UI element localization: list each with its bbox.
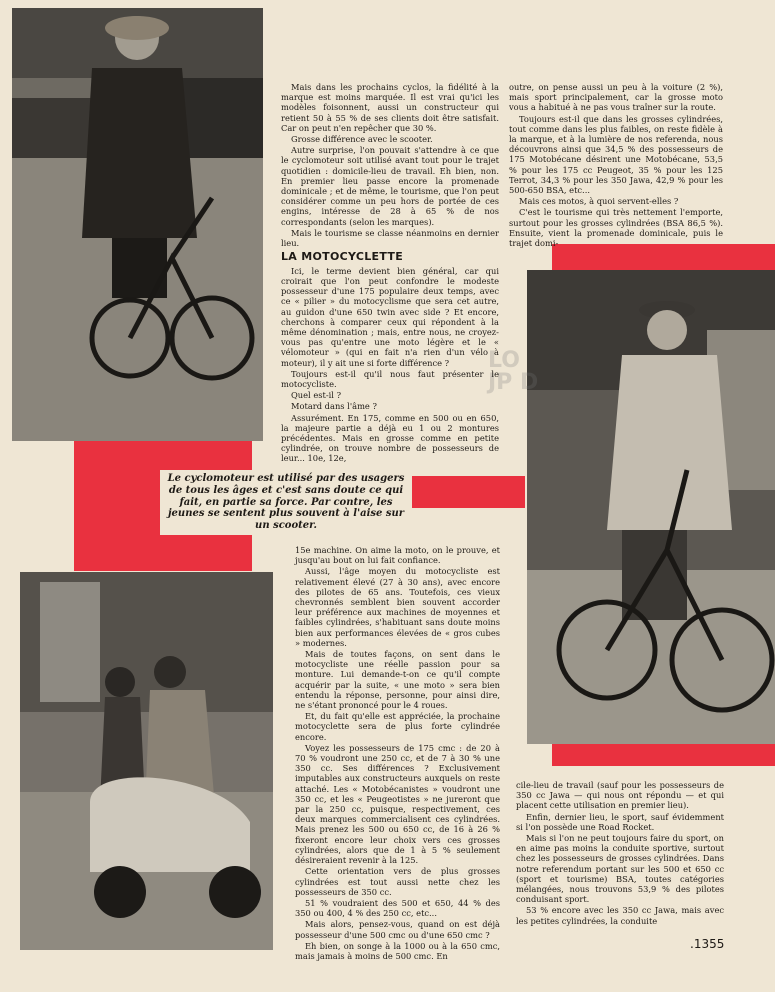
paragraph: 51 % voudraient des 500 et 650, 44 % des 350 ou 400, 4 % des 250 cc, etc...	[295, 897, 500, 919]
photo-caption: Le cyclomoteur est utilisé par des usagers de tous les âges et c'est sans doute ce qui fait, en partie sa force. Par contre, les jeunes se sentent plus souvent à l'aise sur un scooter.	[160, 470, 412, 535]
paragraph: Motard dans l'âme ?	[291, 401, 377, 412]
paragraph: C'est le tourisme qui très nettement l'emporte, surtout pour les grosses cylindrées (BSA 86,5 %). Ensuite, vient la promenade dominicale, puis le trajet domi-	[509, 207, 723, 249]
article-column-bottom-right	[516, 780, 724, 927]
paragraph: 15e machine. On aime la moto, on le prouve, et jusqu'au bout on lui fait confiance.	[295, 545, 500, 566]
paragraph: Mais si l'on ne peut toujours faire du sport, on en aime pas moins la conduite sportive, surtout chez les possesseurs de grosses cylindrées. Dans notre referendum portant sur les 500 et 650 cc (sport et tourisme) BSA, toutes catégories mélangées, nous trouvons 53,9 % des pilotes conduisant sport.	[516, 833, 724, 905]
paragraph: Assurément. En 175, comme en 500 ou en 650, la majeure partie a déjà eu 1 ou 2 montures précédentes. Mais en grosse comme en petite cylindrée, on trouve nombre de possesseurs de leur... 10e, 12e,	[281, 412, 499, 464]
paragraph: Mais alors, pensez-vous, quand on est déjà possesseur d'une 500 cmc ou d'une 650 cmc ?	[295, 919, 500, 940]
paragraph: Eh bien, on songe à la 1000 ou à la 650 cmc, mais jamais à moins de 500 cmc. En	[295, 940, 500, 961]
paragraph: Autre surprise, l'on pouvait s'attendre à ce que le cyclomoteur soit utilisé avant tout pour le trajet quotidien : domicile-lieu de travail. Eh bien, non. En premier lieu passe encore la promenade dominicale ; et de même, le tourisme, que l'on peut considérer comme un peu hors de portée de ces engins, intéresse de 28 à 65 % de nos correspondants (selon les marques).	[281, 145, 499, 227]
paragraph: Toujours est-il que dans les grosses cylindrées, tout comme dans les plus faibles, on reste fidèle à la marque, et à la lumière de nos referenda, nous découvrons ainsi que 34,5 % des possesseurs de 175 Motobécane désirent une Motobécane, 53,5 % pour les 175 cc Peugeot, 35 % pour les 125 Terrot, 34,3 % pour les 350 Jawa, 42,9 % pour les 500-650 BSA, etc...	[509, 113, 723, 196]
watermark: LO JP D	[488, 348, 539, 395]
article-column-bottom-middle	[295, 545, 500, 962]
article-column-top-middle	[281, 82, 499, 465]
red-block-right-bottom	[552, 744, 775, 766]
paragraph: cile-lieu de travail (sauf pour les possesseurs de 350 cc Jawa — qui nous ont répondu — et qui placent cette utilisation en premier lieu).	[516, 780, 724, 811]
article-column-top-right	[509, 82, 723, 249]
photo-man-moped	[527, 270, 775, 744]
paragraph: outre, on pense aussi un peu à la voiture (2 %), mais sport principalement, car la grosse moto vous a habitué à ne pas vous traîner sur la route.	[509, 82, 723, 113]
red-block-center	[404, 476, 525, 508]
paragraph: Toujours est-il qu'il nous faut présenter le motocycliste.	[281, 368, 499, 389]
paragraph: Grosse différence avec le scooter.	[291, 134, 433, 145]
paragraph: Mais dans les prochains cyclos, la fidélité à la marque est moins marquée. Il est vrai qu'ici les modèles foisonnent, aussi un constructeur qui retient 50 à 55 % de ses clients doit être satisfait. Car on peut n'en repêcher que 30 %.	[281, 82, 499, 133]
photo-woman-moped	[12, 8, 263, 441]
page-number: .1355	[690, 937, 725, 951]
paragraph: Voyez les possesseurs de 175 cmc : de 20 à 70 % voudront une 250 cc, et de 7 à 30 % une 350 cc. Ses différences ? Exclusivement imputables aux constructeurs auxquels on reste attaché. Les « Motobécanistes » voudront une 350 cc, et les « Peugeotistes » ne jureront que par la 250 cc, puisque, respectivement, ces deux marques commercialisent ces cylindrées. Mais prenez les 500 ou 650 cc, de 16 à 26 % fixeront encore leur choix vers ces grosses cylindrées, alors que de 1 à 5 % seulement désireraient revenir à la 125.	[295, 742, 500, 866]
paragraph: Aussi, l'âge moyen du motocycliste est relativement élevé (27 à 30 ans), avec encore des pilotes de 65 ans. Toutefois, ces vieux chevronnés semblent bien souvent accorder leur préférence aux machines de moyennes et faibles cylindrées, s'habituant sans doute moins bien aux performances élevées de « gros cubes » modernes.	[295, 566, 500, 648]
section-heading-motocyclette: LA MOTOCYCLETTE	[281, 250, 404, 264]
paragraph: Mais de toutes façons, on sent dans le motocycliste une réelle passion pour sa monture. Lui demande-t-on ce qu'il compte acquérir par la suite, « une moto » sera bien entendu la réponse, personne, pour ainsi dire, ne s'étant prononcé pour le 4 roues.	[295, 649, 500, 711]
photo-couple-scooter	[20, 572, 273, 950]
paragraph: Mais le tourisme se classe néanmoins en dernier lieu.	[281, 227, 499, 249]
paragraph: Cette orientation vers de plus grosses cylindrées est tout aussi nette chez les possesseurs de 350 cc.	[295, 866, 500, 897]
paragraph: Et, du fait qu'elle est appréciée, la prochaine motocyclette sera de plus forte cylindrée encore.	[295, 711, 500, 742]
paragraph: Mais ces motos, à quoi servent-elles ?	[519, 196, 679, 207]
paragraph: 53 % encore avec les 350 cc Jawa, mais avec les petites cylindrées, la conduite	[516, 905, 724, 926]
paragraph: Quel est-il ?	[291, 390, 342, 401]
paragraph: Ici, le terme devient bien général, car qui croirait que l'on peut confondre le modeste possesseur d'une 175 populaire deux temps, avec ce « pilier » du motocyclisme que sera cet autre, au guidon d'une 650 twin avec side ? Et encore, cherchons à comparer ceux qui répondent à la même dénomination ; mais, entre nous, ne croyez-vous pas qu'entre une moto légère et le « vélomoteur » (qui en fait n'a rien d'un vélo à moteur), il y ait une si forte différence ?	[281, 265, 499, 368]
paragraph: Enfin, dernier lieu, le sport, sauf évidemment si l'on possède une Road Rocket.	[516, 811, 724, 832]
